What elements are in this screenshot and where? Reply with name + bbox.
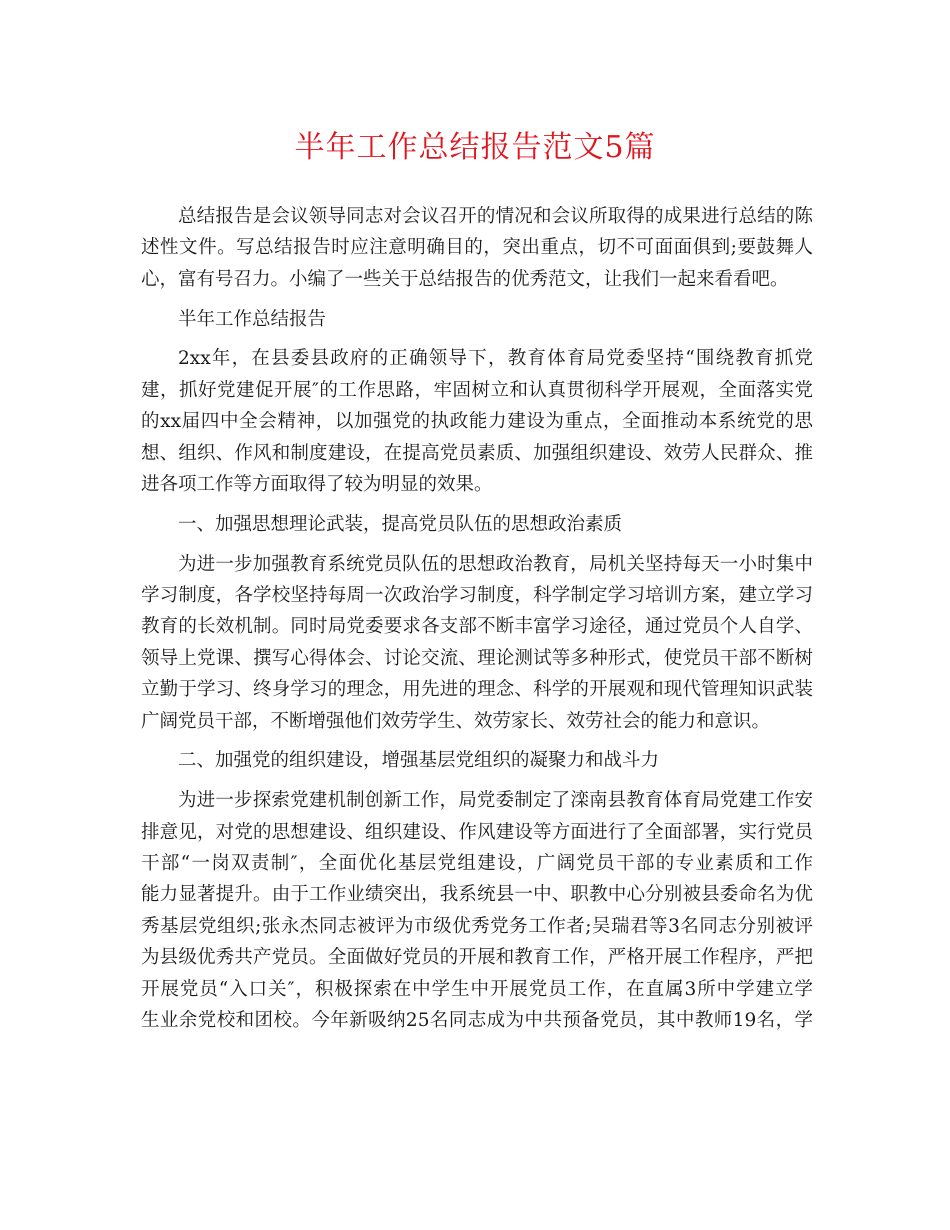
paragraph-p1 bbox=[141, 343, 813, 500]
paragraph-line: 一、加强思想理论武装，提高党员队伍的思想政治素质 bbox=[178, 513, 623, 535]
paragraph-line: 广阔党员干部，不断增强他们效劳学生、效劳家长、效劳社会的能力和意识。 bbox=[141, 710, 771, 732]
paragraph-line: 半年工作总结报告 bbox=[178, 308, 327, 330]
paragraph-line: 能力显著提升。由于工作业绩突出，我系统县一中、职教中心分别被县委命名为优 bbox=[141, 884, 813, 906]
paragraph-intro bbox=[141, 201, 813, 295]
paragraph-h1 bbox=[141, 509, 813, 540]
paragraph-line: 2xx年，在县委县政府的正确领导下，教育体育局党委坚持“围绕教育抓党 bbox=[178, 348, 813, 370]
paragraph-line: 进各项工作等方面取得了较为明显的效果。 bbox=[141, 474, 493, 496]
paragraph-line: 开展党员“入口关″，积极探索在中学生中开展党员工作，在直属3所中学建立学 bbox=[141, 978, 813, 1000]
paragraph-line: 排意见，对党的思想建设、组织建设、作风建设等方面进行了全面部署，实行党员 bbox=[141, 821, 813, 843]
paragraph-line: 心，富有号召力。小编了一些关于总结报告的优秀范文，让我们一起来看看吧。 bbox=[141, 268, 789, 290]
paragraph-line: 教育的长效机制。同时局党委要求各支部不断丰富学习途径，通过党员个人自学、 bbox=[141, 616, 813, 638]
paragraph-line: 总结报告是会议领导同志对会议召开的情况和会议所取得的成果进行总结的陈 bbox=[178, 206, 813, 227]
paragraph-line: 学习制度，各学校坚持每周一次政治学习制度，科学制定学习培训方案，建立学习 bbox=[141, 585, 813, 607]
paragraph-p3 bbox=[141, 785, 813, 1036]
paragraph-line: 的xx届四中全会精神，以加强党的执政能力建设为重点，全面推动本系统党的思 bbox=[141, 411, 813, 433]
paragraph-line: 为县级优秀共产党员。全面做好党员的开展和教育工作，严格开展工作程序，严把 bbox=[141, 947, 813, 969]
paragraph-subtitle bbox=[141, 304, 813, 335]
paragraph-line: 秀基层党组织;张永杰同志被评为市级优秀党务工作者;吴瑞君等3名同志分别被评 bbox=[141, 915, 813, 937]
document-body bbox=[141, 201, 813, 1045]
paragraph-line: 为进一步加强教育系统党员队伍的思想政治教育，局机关坚持每天一小时集中 bbox=[178, 553, 813, 575]
paragraph-line: 建，抓好党建促开展″的工作思路，牢固树立和认真贯彻科学开展观，全面落实党 bbox=[141, 379, 813, 401]
paragraph-line: 为进一步探索党建机制创新工作，局党委制定了滦南县教育体育局党建工作安 bbox=[178, 790, 813, 812]
document-title: 半年工作总结报告范文5篇 bbox=[294, 130, 656, 165]
paragraph-p2 bbox=[141, 549, 813, 737]
paragraph-line: 述性文件。写总结报告时应注意明确目的，突出重点，切不可面面俱到;要鼓舞人 bbox=[141, 237, 813, 259]
paragraph-line: 生业余党校和团校。今年新吸纳25名同志成为中共预备党员，其中教师19名，学 bbox=[141, 1010, 813, 1032]
paragraph-line: 二、加强党的组织建设，增强基层党组织的凝聚力和战斗力 bbox=[178, 750, 660, 772]
paragraph-line: 干部“一岗双责制″，全面优化基层党组建设，广阔党员干部的专业素质和工作 bbox=[141, 853, 813, 875]
paragraph-line: 想、组织、作风和制度建设，在提高党员素质、加强组织建设、效劳人民群众、推 bbox=[141, 442, 813, 464]
paragraph-line: 立勤于学习、终身学习的理念，用先进的理念、科学的开展观和现代管理知识武装 bbox=[141, 679, 813, 701]
paragraph-h2 bbox=[141, 745, 813, 776]
paragraph-line: 领导上党课、撰写心得体会、讨论交流、理论测试等多种形式，使党员干部不断树 bbox=[141, 647, 813, 669]
